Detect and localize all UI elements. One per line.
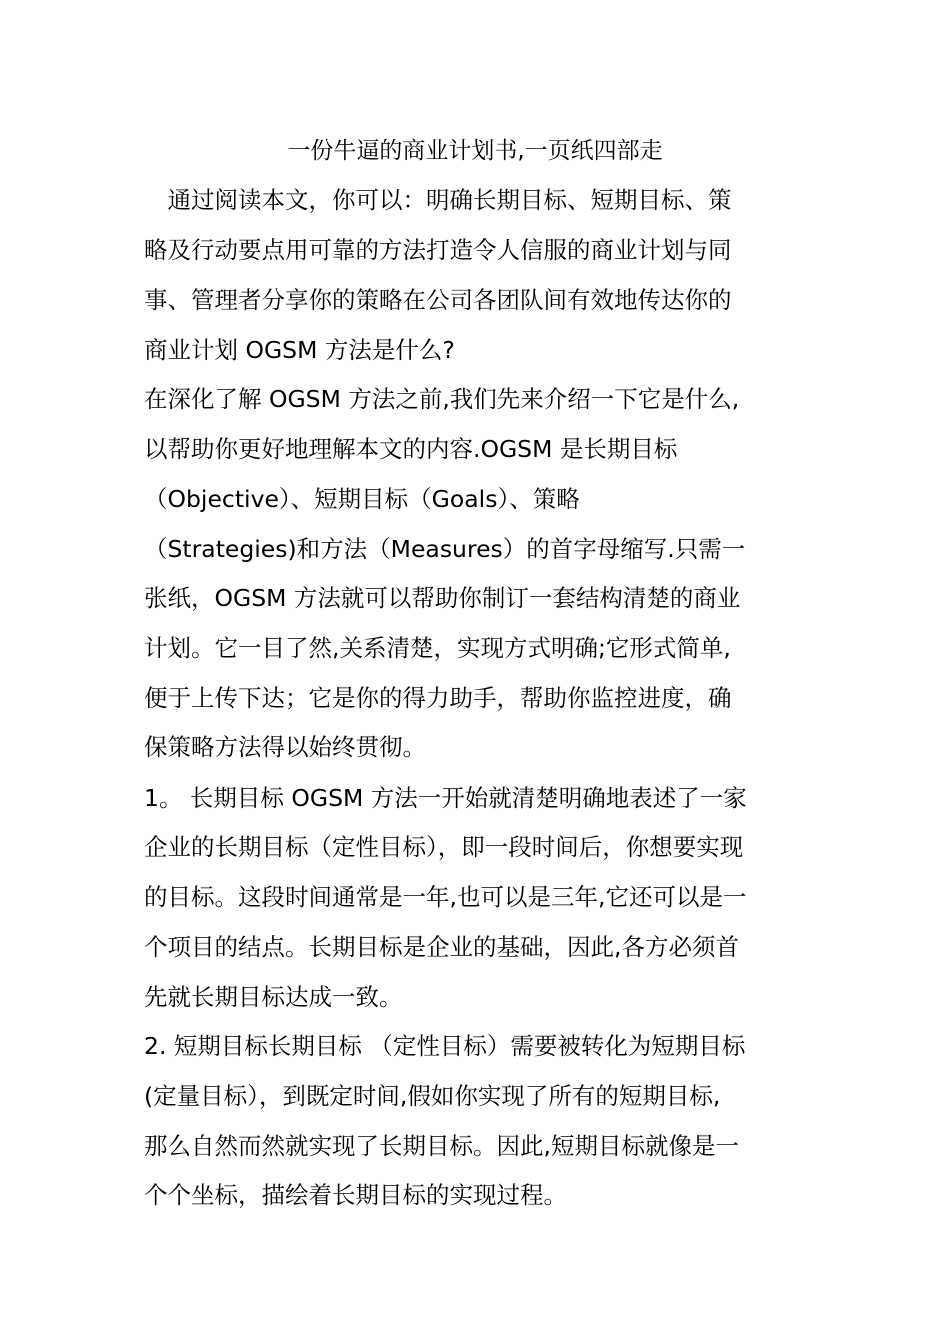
- paragraph-line: 的目标。这段时间通常是一年,也可以是三年,它还可以是一: [144, 883, 747, 911]
- paragraph-line: （Strategies)和方法（Measures）的首字母缩写.只需一: [144, 535, 746, 563]
- paragraph-line: 2. 短期目标长期目标 （定性目标）需要被转化为短期目标: [144, 1032, 746, 1060]
- paragraph-line: 以帮助你更好地理解本文的内容.OGSM 是长期目标: [144, 435, 678, 463]
- paragraph-line: 企业的长期目标（定性目标），即一段时间后，你想要实现: [144, 833, 744, 861]
- paragraph-line: 先就长期目标达成一致。: [144, 983, 403, 1011]
- paragraph-line: (定量目标），到既定时间,假如你实现了所有的短期目标,: [144, 1082, 721, 1110]
- paragraph-line: 个个坐标，描绘着长期目标的实现过程。: [144, 1181, 567, 1209]
- paragraph-line: 略及行动要点用可靠的方法打造令人信服的商业计划与同: [144, 236, 732, 264]
- paragraph-line: 保策略方法得以始终贯彻。: [144, 733, 426, 761]
- paragraph-line: 张纸，OGSM 方法就可以帮助你制订一套结构清楚的商业: [144, 584, 741, 612]
- paragraph-line: （Objective）、短期目标（Goals）、策略: [144, 485, 580, 513]
- paragraph-line: 商业计划 OGSM 方法是什么?: [144, 336, 455, 364]
- paragraph-line: 1。 长期目标 OGSM 方法一开始就清楚明确地表述了一家: [144, 784, 747, 812]
- paragraph-line: 事、管理者分享你的策略在公司各团队间有效地传达你的: [144, 286, 732, 314]
- document-title: 一份牛逼的商业计划书,一页纸四部走: [287, 138, 663, 164]
- paragraph-line: 便于上传下达；它是你的得力助手，帮助你监控进度，确: [144, 684, 732, 712]
- paragraph-line: 通过阅读本文，你可以：明确长期目标、短期目标、策: [144, 186, 732, 214]
- paragraph-line: 在深化了解 OGSM 方法之前,我们先来介绍一下它是什么,: [144, 385, 740, 413]
- paragraph-line: 个项目的结点。长期目标是企业的基础，因此,各方必须首: [144, 933, 739, 961]
- paragraph-line: 那么自然而然就实现了长期目标。因此,短期目标就像是一: [144, 1132, 739, 1160]
- paragraph-line: 计划。它一目了然,关系清楚，实现方式明确;它形式简单,: [144, 634, 731, 662]
